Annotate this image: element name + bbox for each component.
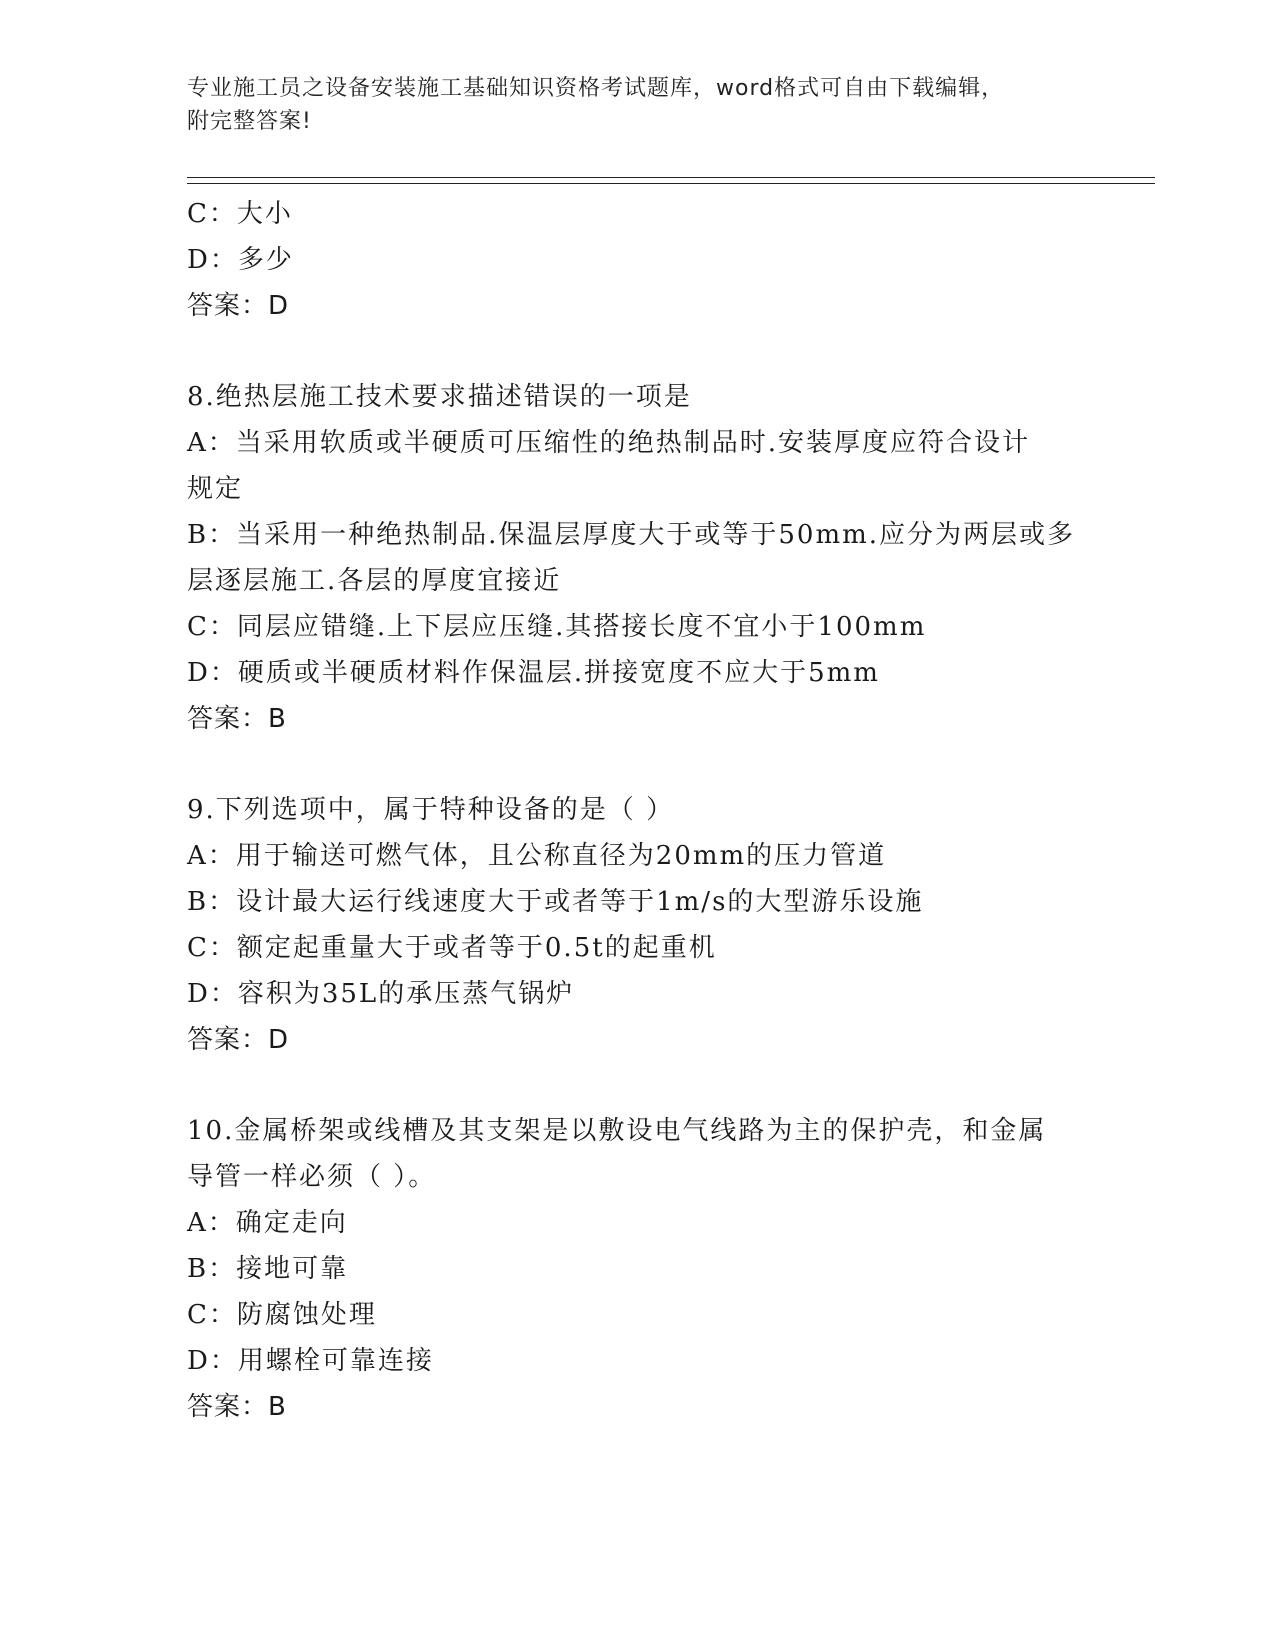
q8-option-a-line-2: 规定: [187, 474, 244, 504]
question-10-block: [187, 1108, 1087, 1430]
header-divider-top: [187, 177, 1155, 178]
q8-option-b-line-2: 层逐层施工.各层的厚度宜接近: [187, 566, 562, 596]
q10-option-b: B：接地可靠: [187, 1254, 349, 1284]
header-divider-bottom: [187, 183, 1155, 184]
q9-option-d: D：容积为35L的承压蒸气锅炉: [187, 979, 575, 1009]
q10-option-c: C：防腐蚀处理: [187, 1300, 377, 1330]
q9-answer: 答案：D: [187, 1025, 290, 1055]
question-8-block: [187, 374, 1087, 742]
document-header: [187, 72, 1087, 138]
spacer: [187, 742, 1087, 787]
q8-option-c: C：同层应错缝.上下层应压缝.其搭接长度不宜小于100mm: [187, 612, 927, 642]
header-line-2: 附完整答案!: [187, 109, 312, 134]
q7-answer: 答案：D: [187, 291, 290, 321]
q9-option-a: A：用于输送可燃气体，且公称直径为20mm的压力管道: [187, 841, 887, 871]
q8-answer: 答案：B: [187, 704, 287, 734]
q8-option-b-line-1: B：当采用一种绝热制品.保温层厚度大于或等于50mm.应分为两层或多: [187, 520, 1076, 550]
q10-option-d: D：用螺栓可靠连接: [187, 1346, 434, 1376]
question-9-block: [187, 787, 1087, 1063]
q9-option-c: C：额定起重量大于或者等于0.5t的起重机: [187, 933, 717, 963]
question-content: [187, 191, 1087, 1430]
spacer: [187, 329, 1087, 374]
q10-answer: 答案：B: [187, 1392, 287, 1422]
q7-option-d: D：多少: [187, 245, 294, 275]
q9-option-b: B：设计最大运行线速度大于或者等于1m/s的大型游乐设施: [187, 887, 924, 917]
spacer: [187, 1063, 1087, 1108]
q8-question: 8.绝热层施工技术要求描述错误的一项是: [187, 382, 692, 412]
q9-question: 9.下列选项中，属于特种设备的是（ ）: [187, 795, 675, 825]
q7-option-c: C：大小: [187, 199, 293, 229]
q8-option-d: D：硬质或半硬质材料作保温层.拼接宽度不应大于5mm: [187, 658, 880, 688]
header-line-1: 专业施工员之设备安装施工基础知识资格考试题库，word格式可自由下载编辑，: [187, 76, 1005, 101]
question-7-block: [187, 191, 1087, 329]
q10-option-a: A：确定走向: [187, 1208, 348, 1238]
q10-question-line-2: 导管一样必须（ ）。: [187, 1162, 437, 1192]
q10-question-line-1: 10.金属桥架或线槽及其支架是以敷设电气线路为主的保护壳，和金属: [187, 1116, 1047, 1146]
q8-option-a-line-1: A：当采用软质或半硬质可压缩性的绝热制品时.安装厚度应符合设计: [187, 428, 1031, 458]
